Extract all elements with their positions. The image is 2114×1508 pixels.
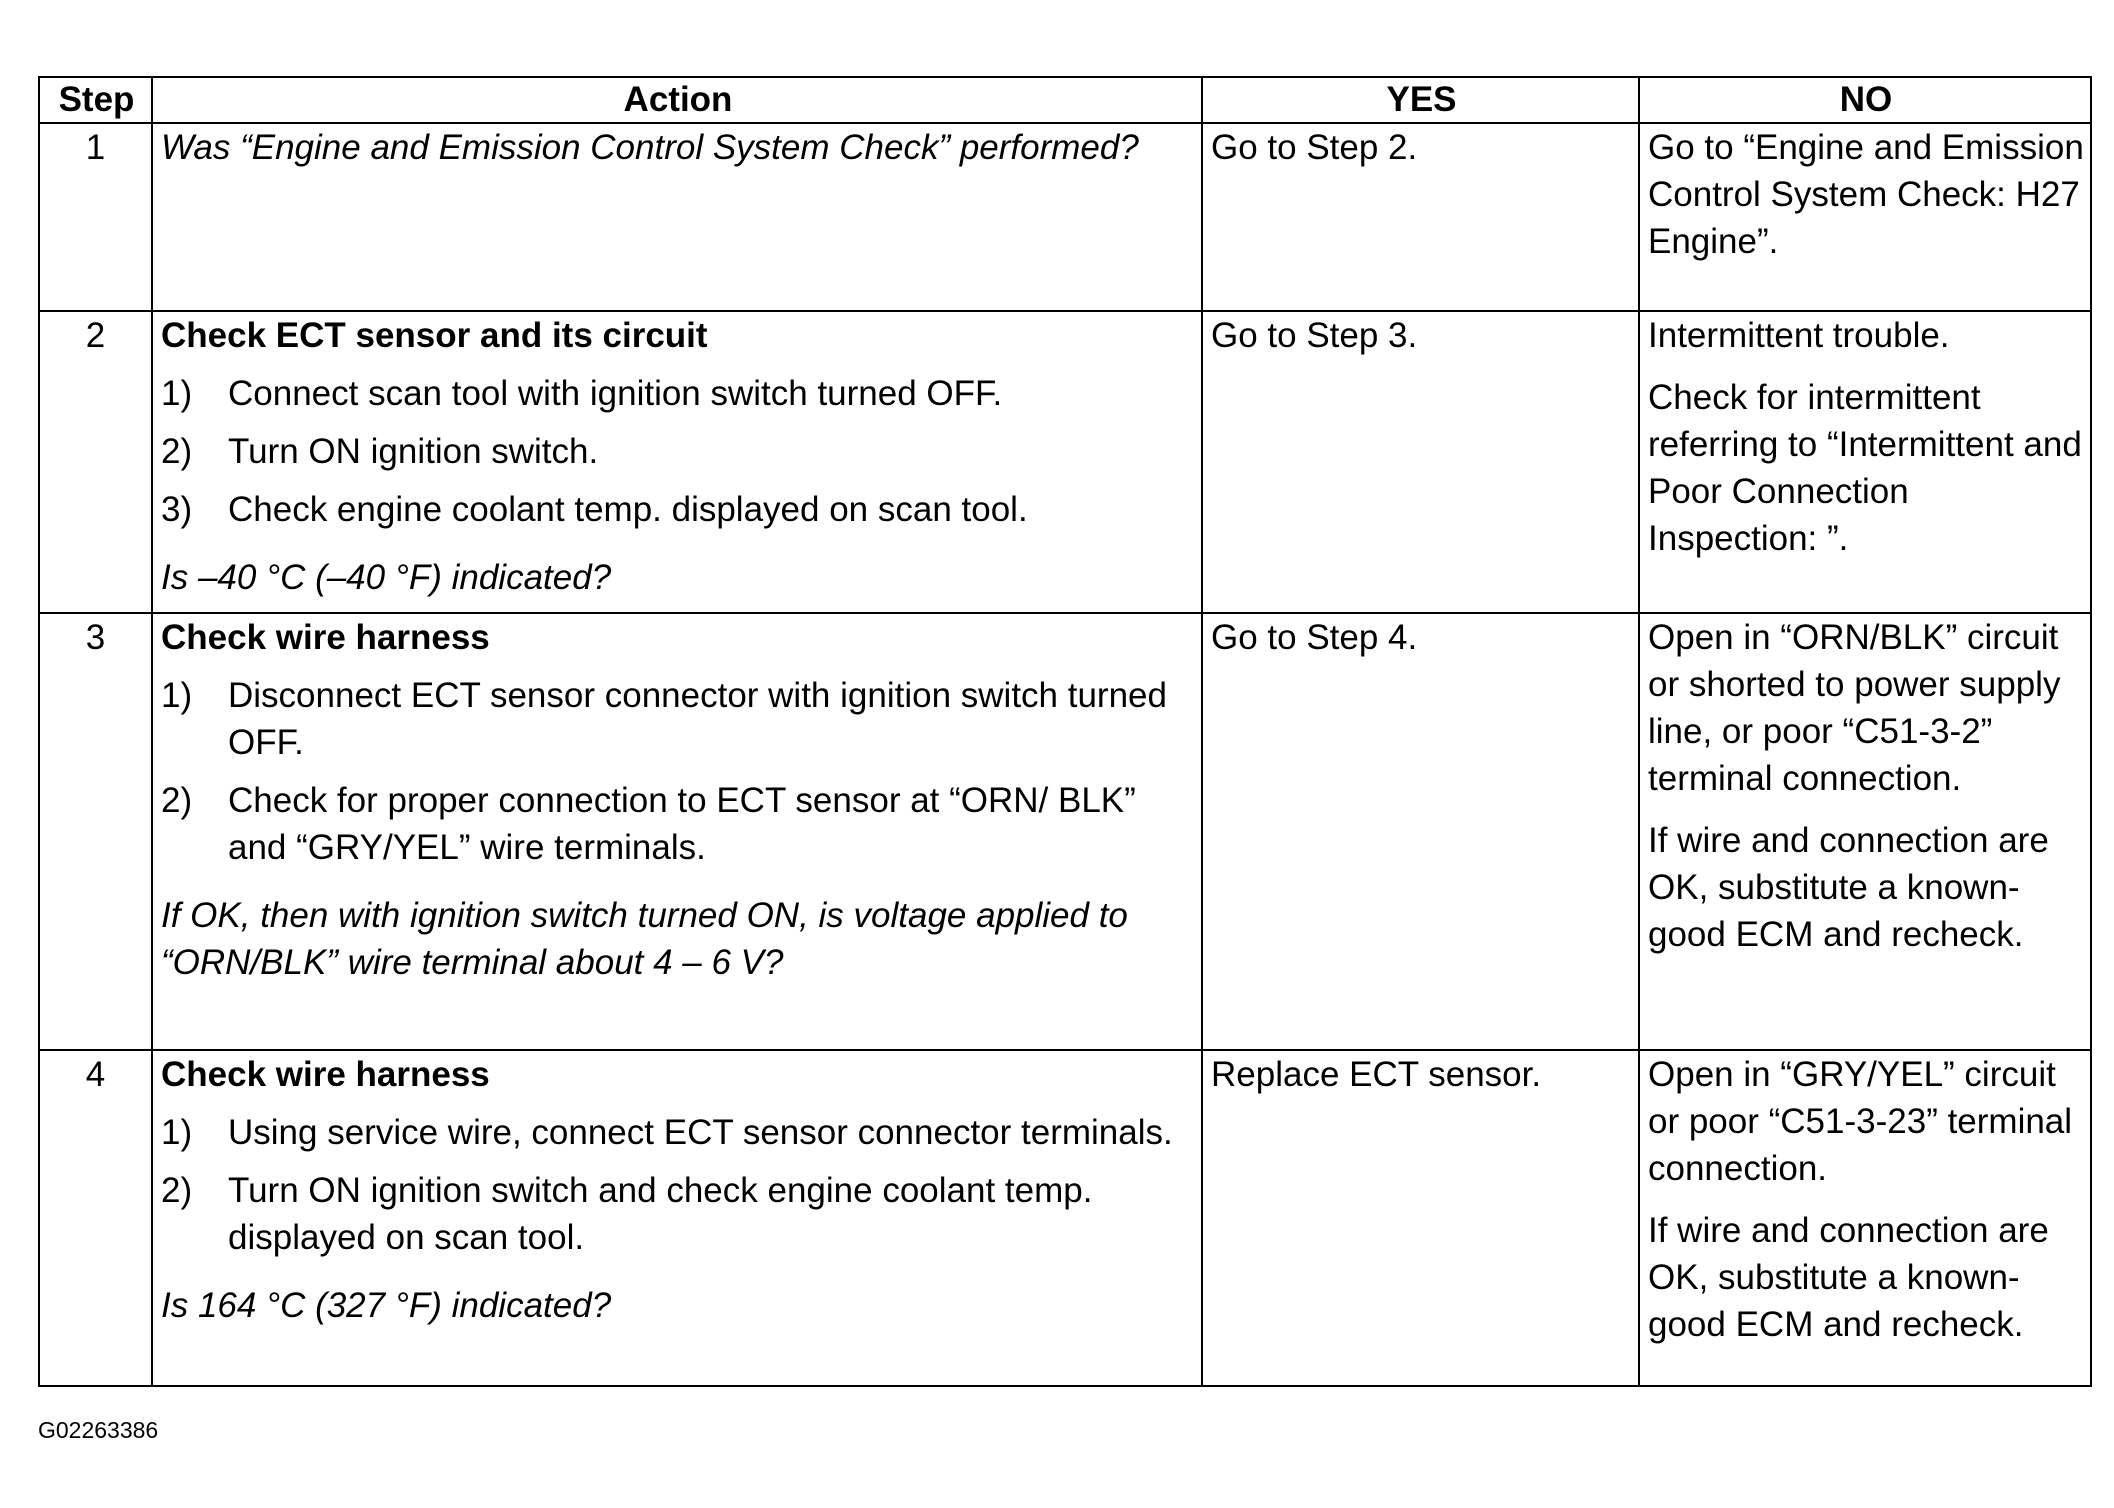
- no-cell: [1639, 613, 2091, 1050]
- action-cell: [152, 613, 1202, 1050]
- substep-text: Check engine coolant temp. displayed on scan tool.: [228, 490, 1028, 529]
- action-cell: [152, 123, 1202, 311]
- step-number: 3: [39, 613, 152, 1050]
- no-cell: [1639, 1050, 2091, 1386]
- substep-text: Turn ON ignition switch and check engine coolant temp. displayed on scan tool.: [228, 1171, 1093, 1257]
- substep-number: 2): [161, 432, 193, 471]
- step-number: 2: [39, 311, 152, 613]
- action-title: Check wire harness: [161, 618, 490, 657]
- no-result: Go to “Engine and Emission Control System Check: H27 Engine”.: [1648, 128, 2084, 261]
- action-cell: [152, 311, 1202, 613]
- no-detail: If wire and connection are OK, substitute a known-good ECM and recheck.: [1648, 821, 2049, 954]
- substep-number: 3): [161, 490, 193, 529]
- substep-number: 2): [161, 781, 193, 820]
- no-result: Intermittent trouble.: [1648, 316, 1950, 355]
- diagnostic-table: [38, 76, 2092, 1387]
- action-question: Was “Engine and Emission Control System Check” performed?: [161, 128, 1139, 167]
- table-row-step-1: [39, 123, 2091, 311]
- action-question: Is –40 °C (–40 °F) indicated?: [161, 558, 612, 597]
- substep-number: 2): [161, 1171, 193, 1210]
- table-row-step-3: [39, 613, 2091, 1050]
- yes-cell: Go to Step 4.: [1202, 613, 1639, 1050]
- no-detail: Check for intermittent referring to “Intermittent and Poor Connection Inspection: ”.: [1648, 378, 2082, 558]
- action-question: Is 164 °C (327 °F) indicated?: [161, 1286, 612, 1325]
- substep: [161, 486, 1195, 533]
- substep: [161, 672, 1195, 766]
- substep-text: Connect scan tool with ignition switch turned OFF.: [228, 374, 1003, 413]
- action-cell: [152, 1050, 1202, 1386]
- action-title: Check ECT sensor and its circuit: [161, 316, 708, 355]
- header-step: Step: [39, 77, 152, 123]
- substep-number: 1): [161, 1113, 193, 1152]
- table-header-row: [39, 77, 2091, 123]
- yes-cell: Go to Step 2.: [1202, 123, 1639, 311]
- substep: [161, 370, 1195, 417]
- substep: [161, 1167, 1195, 1261]
- no-result: Open in “GRY/YEL” circuit or poor “C51-3-23” terminal connection.: [1648, 1055, 2073, 1188]
- no-result: Open in “ORN/BLK” circuit or shorted to power supply line, or poor “C51-3-2” terminal connection.: [1648, 618, 2061, 798]
- action-question: If OK, then with ignition switch turned ON, is voltage applied to “ORN/BLK” wire terminal about 4 – 6 V?: [161, 896, 1128, 982]
- substep-text: Using service wire, connect ECT sensor connector terminals.: [228, 1113, 1173, 1152]
- no-cell: [1639, 311, 2091, 613]
- step-number: 1: [39, 123, 152, 311]
- yes-cell: Replace ECT sensor.: [1202, 1050, 1639, 1386]
- yes-cell: Go to Step 3.: [1202, 311, 1639, 613]
- no-cell: [1639, 123, 2091, 311]
- table-row-step-2: [39, 311, 2091, 613]
- header-yes: YES: [1202, 77, 1639, 123]
- step-number: 4: [39, 1050, 152, 1386]
- document-id: G02263386: [38, 1417, 159, 1443]
- substep-text: Disconnect ECT sensor connector with ignition switch turned OFF.: [228, 676, 1167, 762]
- substep-text: Turn ON ignition switch.: [228, 432, 599, 471]
- table-row-step-4: [39, 1050, 2091, 1386]
- header-action: Action: [152, 77, 1202, 123]
- header-no: NO: [1639, 77, 2091, 123]
- substep: [161, 1109, 1195, 1156]
- substep: [161, 428, 1195, 475]
- substep-text: Check for proper connection to ECT sensor at “ORN/ BLK” and “GRY/YEL” wire terminals.: [228, 781, 1136, 867]
- substep: [161, 777, 1195, 871]
- substep-number: 1): [161, 374, 193, 413]
- substep-number: 1): [161, 676, 193, 715]
- no-detail: If wire and connection are OK, substitute a known-good ECM and recheck.: [1648, 1211, 2049, 1344]
- action-title: Check wire harness: [161, 1055, 490, 1094]
